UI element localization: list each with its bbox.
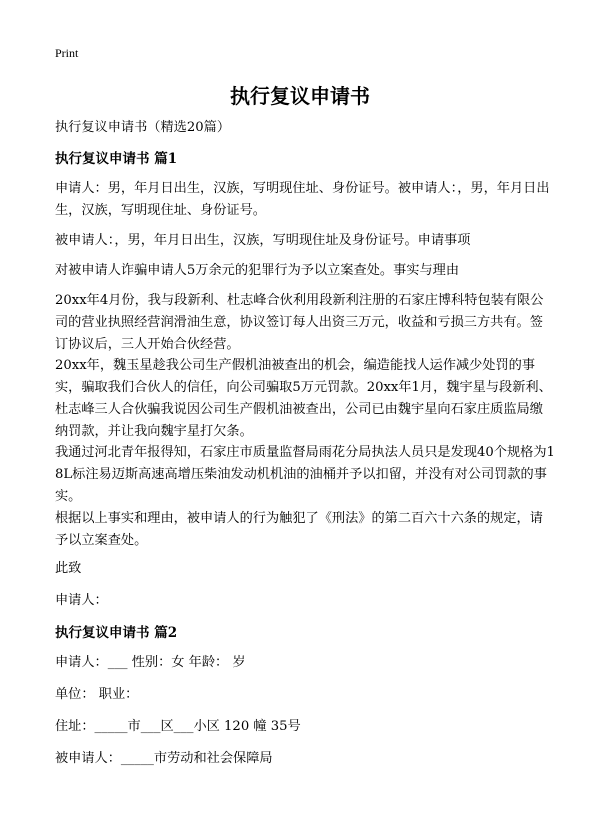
paragraph: 被申请人：，男，年月日出生，汉族，写明现住址及身份证号。申请事项	[55, 233, 471, 248]
closing-text: 此致	[55, 561, 82, 576]
paragraph: 我通过河北青年报得知，石家庄市质量监督局雨花分局执法人员只是发现40个规格为18L标注易迈斯高速高增压柴油发动机机油的油桶并予以扣留，并没有对公司罚款的事实。	[55, 445, 555, 504]
paragraph: 对被申请人诈骗申请人5万余元的犯罪行为予以立案查处。事实与理由	[55, 263, 460, 278]
paragraph: 根据以上事实和理由，被申请人的行为触犯了《刑法》的第二百六十六条的规定，请予以立案查处。	[55, 511, 543, 548]
document-subtitle: 执行复议申请书（精选20篇）	[55, 120, 231, 135]
paragraph: 20xx年4月份，我与段新利、杜志峰合伙利用段新利注册的石家庄博科特包装有限公司的营业执照经营润滑油生意，协议签订每人出资三万元，收益和亏损三方共有。签订协议后，三人开始合伙经营。	[55, 293, 544, 352]
print-label[interactable]: Print	[55, 46, 79, 60]
section-1-heading: 执行复议申请书 篇1	[55, 151, 178, 167]
paragraph: 20xx年，魏玉星趁我公司生产假机油被查出的机会，编造能找人运作减少处罚的事实，骗取我们合伙人的信任，向公司骗取5万元罚款。20xx年1月，魏宇星与段新利、杜志峰三人合伙骗我说因公司生产假机油被查出，公司已由魏宇星向石家庄质监局缴纳罚款，并让我向魏宇星打欠条。	[55, 358, 552, 439]
signature-line: 申请人：	[55, 593, 108, 608]
paragraph: 住址：_____市___区___小区 120 幢 35号	[55, 719, 301, 734]
document-title: 执行复议申请书	[230, 84, 370, 108]
paragraph: 申请人：___ 性别：女 年龄： 岁	[55, 655, 246, 670]
paragraph: 单位： 职业：	[55, 687, 139, 702]
section-2-heading: 执行复议申请书 篇2	[55, 625, 178, 641]
paragraph: 被申请人：_____市劳动和社会保障局	[55, 751, 273, 766]
paragraph: 申请人：男，年月日出生，汉族，写明现住址、身份证号。被申请人：，男，年月日出生，汉族，写明现住址、身份证号。	[55, 181, 550, 218]
